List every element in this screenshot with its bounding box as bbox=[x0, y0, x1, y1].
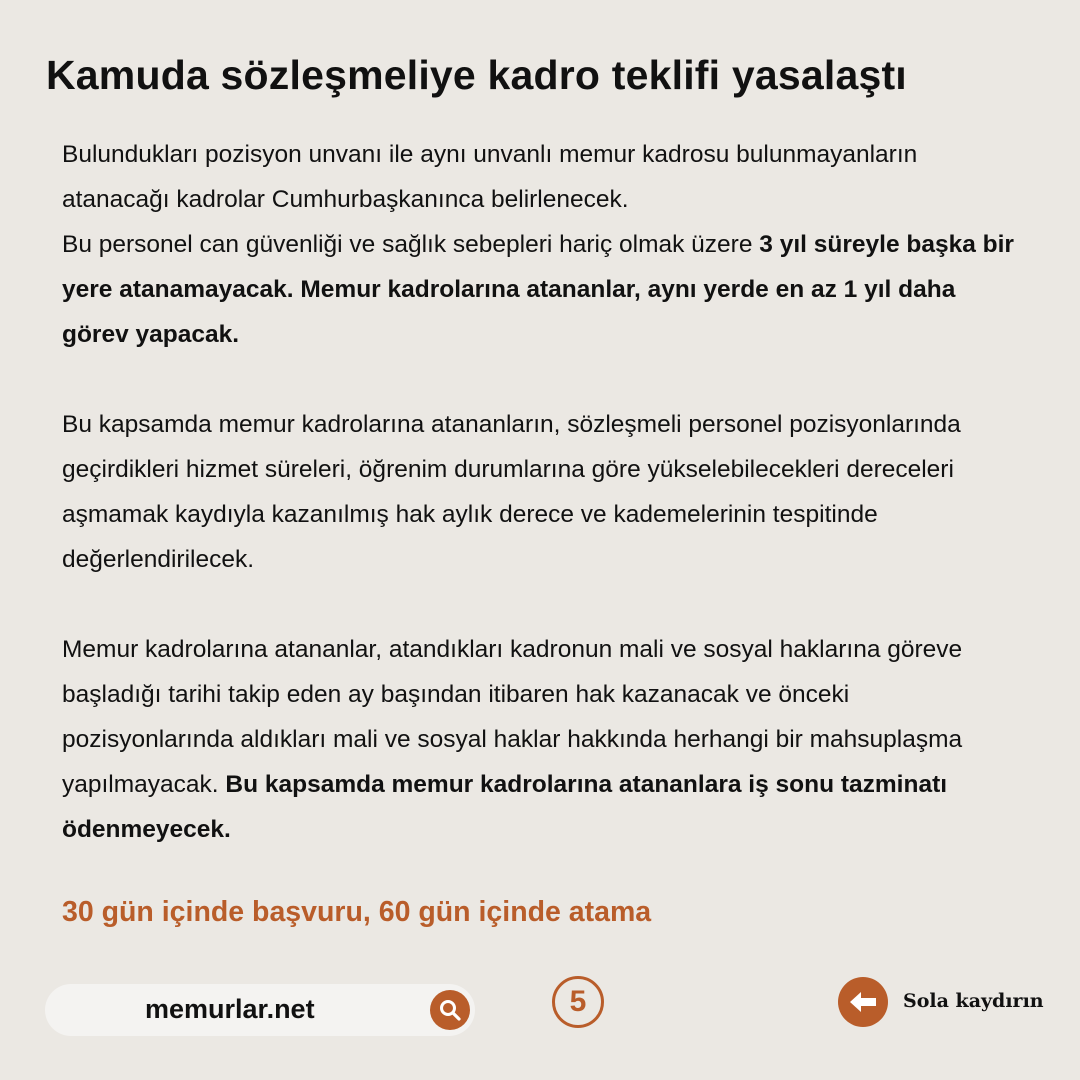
page-title: Kamuda sözleşmeliye kadro teklifi yasalaştı bbox=[46, 52, 907, 98]
search-button[interactable] bbox=[430, 990, 470, 1030]
paragraph-3: Bu kapsamda memur kadrolarına atananların, sözleşmeli personel pozisyonlarında geçirdikleri hizmet süreleri, öğrenim durumlarına göre yükselebilecekleri dereceleri aşmamak kaydıyla kazanılmış hak aylık derece ve kademelerinin tespitinde değerlendirilecek. bbox=[62, 411, 961, 573]
paragraph-4-text: Memur kadrolarına atananlar, atandıkları kadronun mali ve sosyal haklarına göreve başladığı tarihi takip eden ay başından itibaren hak kazanacak ve önceki pozisyonlarında aldıkları mali ve sosyal haklar hakkında herhangi bir mahsuplaşma yapılmayacak. bbox=[62, 636, 963, 798]
swipe-label: Sola kaydırın bbox=[903, 990, 1044, 1012]
site-search-bar[interactable] bbox=[45, 984, 475, 1036]
site-name: memurlar.net bbox=[145, 994, 315, 1024]
paragraph-2 bbox=[62, 222, 1022, 357]
arrow-left-icon bbox=[847, 987, 879, 1017]
paragraph-4 bbox=[62, 627, 1022, 852]
paragraph-2-text: Bu personel can güvenliği ve sağlık sebepleri hariç olmak üzere bbox=[62, 231, 760, 258]
swipe-left-button[interactable] bbox=[838, 977, 888, 1027]
article-body bbox=[62, 132, 1022, 852]
highlight-text: 30 gün içinde başvuru, 60 gün içinde atama bbox=[62, 896, 652, 928]
search-icon bbox=[438, 998, 462, 1022]
paragraph-4-bold: Bu kapsamda memur kadrolarına atananlara iş sonu tazminatı ödenmeyecek. bbox=[62, 771, 948, 843]
paragraph-1: Bulundukları pozisyon unvanı ile aynı unvanlı memur kadrosu bulunmayanların atanacağı kadrolar Cumhurbaşkanınca belirlenecek. bbox=[62, 141, 918, 213]
paragraph-2-bold: 3 yıl süreyle başka bir yere atanamayacak. Memur kadrolarına atananlar, aynı yerde en az 1 yıl daha görev yapacak. bbox=[62, 231, 1014, 348]
page-number-badge: 5 bbox=[552, 976, 604, 1028]
